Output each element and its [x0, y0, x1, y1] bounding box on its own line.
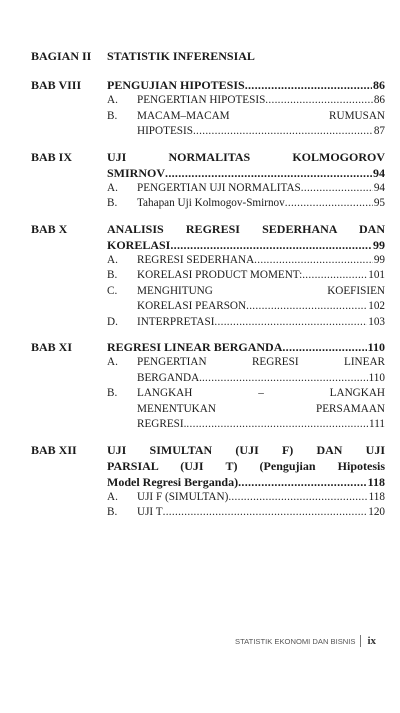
dot-leader [170, 237, 372, 253]
part-heading [31, 48, 385, 65]
dot-leader [282, 339, 366, 355]
entry-text: SMIRNOV [107, 165, 166, 180]
entry-text: PENGERTIAN UJI NORMALITAS [137, 181, 301, 194]
entry-page: 118 [367, 474, 385, 489]
entry-page: 86 [373, 78, 385, 92]
section-letter: D. [107, 315, 118, 328]
chapter-body [107, 442, 385, 521]
chapter-label: BAB X [31, 221, 68, 236]
chapter-title-last [107, 77, 385, 93]
entry-page: 87 [373, 125, 385, 137]
chapter-entry [31, 149, 385, 212]
section-last [137, 93, 385, 109]
chapter-list [31, 77, 385, 521]
footer-divider [360, 635, 361, 647]
section-entry [107, 355, 385, 386]
chapter-entry [31, 221, 385, 331]
page-footer [0, 635, 376, 647]
section-last [137, 268, 385, 284]
section-entry [107, 196, 385, 212]
entry-page: 110 [368, 371, 385, 384]
section-letter: A. [107, 490, 118, 503]
entry-page: 94 [373, 181, 385, 194]
entry-text: REGRESI. [137, 418, 187, 430]
section-last [137, 371, 385, 387]
section-line: MENENTUKAN PERSAMAAN [137, 402, 385, 415]
section-last [137, 181, 385, 197]
section-line: MACAM–MACAM RUMUSAN [137, 109, 385, 122]
section-content [137, 386, 385, 433]
dot-leader [238, 474, 367, 490]
section-letter: B. [107, 269, 118, 281]
chapter-body [107, 221, 385, 331]
section-line: MENGHITUNG KOEFISIEN [137, 284, 385, 297]
entry-page: 94 [373, 165, 385, 180]
section-content [137, 109, 385, 140]
chapter-title [107, 77, 385, 93]
chapter-title-last [107, 165, 385, 181]
chapter-title [107, 221, 385, 253]
chapter-entry [31, 77, 385, 140]
dot-leader [186, 417, 368, 433]
entry-text: UJI F (SIMULTAN) [137, 490, 229, 503]
chapter-body [107, 339, 385, 433]
chapter-title [107, 339, 385, 355]
section-line: LANGKAH – LANGKAH [137, 387, 385, 399]
section-entry [107, 253, 385, 269]
entry-page: 111 [369, 418, 385, 430]
dot-leader [301, 181, 373, 197]
section-entry [107, 386, 385, 433]
section-last [137, 253, 385, 269]
section-line: PENGERTIAN REGRESI LINEAR [137, 356, 385, 368]
section-last [137, 417, 385, 433]
chapter-body [107, 77, 385, 140]
section-letter: B. [107, 197, 118, 209]
entry-text: KORELASI PEARSON [137, 300, 247, 312]
entry-page: 99 [373, 253, 385, 266]
section-content [137, 181, 385, 197]
dot-leader [214, 315, 367, 331]
section-entry [107, 181, 385, 197]
section-letter: B. [107, 387, 118, 399]
chapter-label: BAB XII [31, 442, 77, 457]
entry-text: PENGERTIAN HIPOTESIS [137, 94, 266, 106]
dot-leader [202, 371, 368, 387]
entry-page: 95 [373, 197, 385, 209]
entry-text: UJI T [137, 506, 163, 518]
chapter-title-line: ANALISIS REGRESI SEDERHANA DAN [107, 221, 385, 236]
dot-leader [165, 165, 372, 181]
section-content [137, 490, 385, 506]
section-entry [107, 268, 385, 284]
section-entry [107, 109, 385, 140]
entry-page: 103 [368, 315, 385, 328]
section-entry [107, 284, 385, 315]
chapter-title-last [107, 339, 385, 355]
chapter-body [107, 149, 385, 212]
section-content [137, 93, 385, 109]
chapter-label: BAB XI [31, 340, 73, 354]
chapter-title-line: UJI NORMALITAS KOLMOGOROV [107, 149, 385, 164]
entry-text: Model Regresi Berganda) [107, 474, 239, 489]
section-letter: A. [107, 181, 118, 194]
section-letter: C. [107, 284, 118, 297]
running-title: STATISTIK EKONOMI DAN BISNIS [235, 636, 356, 646]
chapter-label: BAB IX [31, 149, 73, 164]
dot-leader [302, 268, 367, 284]
table-of-contents [31, 48, 385, 530]
chapter-entry [31, 339, 385, 433]
section-last [137, 196, 385, 212]
section-content [137, 253, 385, 269]
section-letter: B. [107, 109, 118, 122]
section-letter: A. [107, 253, 118, 266]
dot-leader [193, 124, 373, 140]
entry-text: HIPOTESIS [137, 125, 193, 137]
section-letter: B. [107, 506, 118, 518]
entry-text: KORELASI PRODUCT MOMENT: [137, 269, 303, 281]
entry-text: Tahapan Uji Kolmogov-Smirnov [137, 197, 285, 209]
entry-page: 120 [368, 506, 385, 518]
entry-text: INTERPRETASI [137, 315, 215, 328]
section-last [137, 505, 385, 521]
dot-leader [245, 77, 372, 93]
chapter-title-line: UJI SIMULTAN (UJI F) DAN UJI [107, 442, 385, 457]
chapter-title-line: PARSIAL (UJI T) (Pengujian Hipotesis [107, 458, 385, 473]
section-last [137, 124, 385, 140]
page-number: ix [367, 635, 376, 647]
dot-leader [285, 196, 373, 212]
section-letter: A. [107, 94, 118, 106]
section-entry [107, 93, 385, 109]
dot-leader [254, 253, 373, 269]
chapter-label: BAB VIII [31, 78, 82, 92]
entry-page: 99 [373, 237, 385, 252]
part-number: BAGIAN II [31, 49, 92, 63]
entry-page: 110 [367, 340, 385, 354]
section-last [137, 490, 385, 506]
dot-leader [163, 505, 368, 521]
entry-text: REGRESI SEDERHANA [137, 253, 255, 266]
section-entry [107, 490, 385, 506]
chapter-title-last [107, 474, 385, 490]
entry-text: BERGANDA. [137, 371, 202, 384]
entry-page: 101 [368, 269, 385, 281]
entry-page: 102 [368, 300, 385, 312]
section-entry [107, 505, 385, 521]
dot-leader [246, 299, 367, 315]
dot-leader [228, 490, 367, 506]
entry-text: REGRESI LINEAR BERGANDA [107, 340, 283, 354]
section-letter: A. [107, 356, 118, 368]
section-entry [107, 315, 385, 331]
chapter-title [107, 149, 385, 181]
entry-text: KORELASI [107, 237, 171, 252]
section-content [137, 505, 385, 521]
section-content [137, 355, 385, 386]
part-title: STATISTIK INFERENSIAL [107, 49, 255, 63]
section-content [137, 315, 385, 331]
section-content [137, 196, 385, 212]
section-content [137, 284, 385, 315]
section-content [137, 268, 385, 284]
section-last [137, 299, 385, 315]
chapter-entry [31, 442, 385, 521]
entry-text: PENGUJIAN HIPOTESIS [107, 78, 245, 92]
chapter-title-last [107, 237, 385, 253]
section-last [137, 315, 385, 331]
entry-page: 86 [373, 94, 385, 106]
dot-leader [265, 93, 373, 109]
entry-page: 118 [368, 490, 385, 503]
chapter-title [107, 442, 385, 490]
